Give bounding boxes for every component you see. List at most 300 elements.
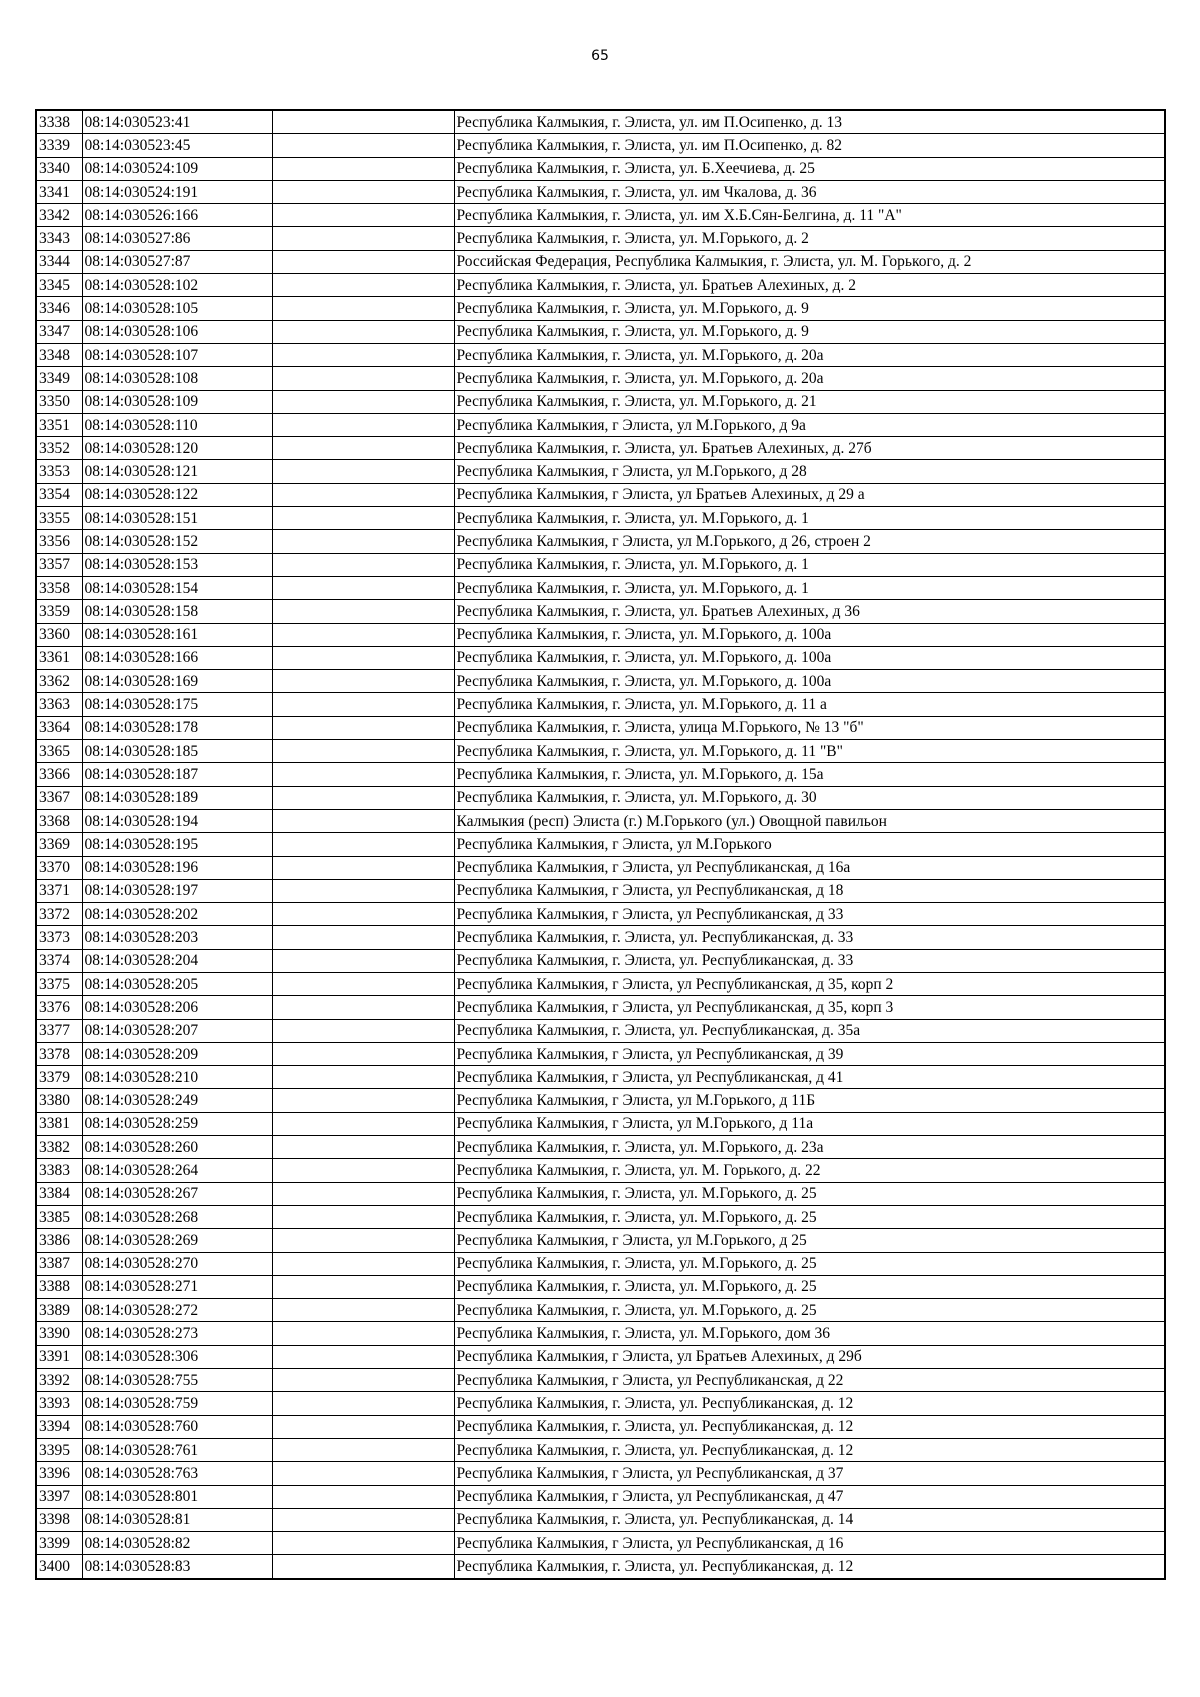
row-number-cell: 3338	[36, 110, 82, 134]
address-cell: Республика Калмыкия, г. Элиста, ул. Республиканская, д. 12	[454, 1392, 1165, 1415]
row-number-cell: 3356	[36, 530, 82, 553]
address-cell: Республика Калмыкия, г. Элиста, ул. Республиканская, д. 14	[454, 1508, 1165, 1531]
empty-cell	[272, 1322, 454, 1345]
table-row	[36, 903, 1165, 926]
empty-cell	[272, 1229, 454, 1252]
cadastral-number-cell: 08:14:030523:41	[82, 110, 272, 134]
address-cell: Российская Федерация, Республика Калмыкия, г. Элиста, ул. М. Горького, д. 2	[454, 250, 1165, 273]
address-cell: Республика Калмыкия, г. Элиста, ул. М.Горького, д. 15а	[454, 763, 1165, 786]
address-cell: Республика Калмыкия, г. Элиста, ул. М.Горького, д. 25	[454, 1299, 1165, 1322]
row-number-cell: 3361	[36, 646, 82, 669]
empty-cell	[272, 1042, 454, 1065]
cadastral-number-cell: 08:14:030528:154	[82, 576, 272, 599]
row-number-cell: 3344	[36, 250, 82, 273]
table-row	[36, 390, 1165, 413]
empty-cell	[272, 600, 454, 623]
row-number-cell: 3359	[36, 600, 82, 623]
cadastral-number-cell: 08:14:030528:760	[82, 1415, 272, 1438]
registry-table-body	[36, 110, 1165, 1579]
empty-cell	[272, 1392, 454, 1415]
empty-cell	[272, 1182, 454, 1205]
empty-cell	[272, 1532, 454, 1555]
table-row	[36, 320, 1165, 343]
table-row	[36, 786, 1165, 809]
address-cell: Республика Калмыкия, г. Элиста, улица М.Горького, № 13 "б"	[454, 716, 1165, 739]
address-cell: Республика Калмыкия, г. Элиста, ул. М.Горького, дом 36	[454, 1322, 1165, 1345]
table-row	[36, 716, 1165, 739]
table-row	[36, 110, 1165, 134]
table-row	[36, 1462, 1165, 1485]
table-row	[36, 1532, 1165, 1555]
address-cell: Республика Калмыкия, г. Элиста, ул. М.Горького, д. 25	[454, 1205, 1165, 1228]
empty-cell	[272, 250, 454, 273]
address-cell: Республика Калмыкия, г Элиста, ул Братьев Алехиных, д 29б	[454, 1345, 1165, 1368]
empty-cell	[272, 1369, 454, 1392]
row-number-cell: 3377	[36, 1019, 82, 1042]
row-number-cell: 3362	[36, 670, 82, 693]
empty-cell	[272, 297, 454, 320]
address-cell: Республика Калмыкия, г. Элиста, ул. М.Горького, д. 30	[454, 786, 1165, 809]
cadastral-number-cell: 08:14:030528:268	[82, 1205, 272, 1228]
table-row	[36, 460, 1165, 483]
table-row	[36, 1485, 1165, 1508]
row-number-cell: 3341	[36, 180, 82, 203]
empty-cell	[272, 693, 454, 716]
empty-cell	[272, 507, 454, 530]
row-number-cell: 3397	[36, 1485, 82, 1508]
empty-cell	[272, 926, 454, 949]
address-cell: Республика Калмыкия, г Элиста, ул Республиканская, д 35, корп 3	[454, 996, 1165, 1019]
table-row	[36, 1019, 1165, 1042]
cadastral-number-cell: 08:14:030528:158	[82, 600, 272, 623]
address-cell: Республика Калмыкия, г. Элиста, ул. М.Горького, д. 1	[454, 576, 1165, 599]
page-number: 65	[591, 48, 609, 64]
address-cell: Республика Калмыкия, г. Элиста, ул. им П.Осипенко, д. 13	[454, 110, 1165, 134]
empty-cell	[272, 670, 454, 693]
empty-cell	[272, 460, 454, 483]
address-cell: Республика Калмыкия, г. Элиста, ул. Республиканская, д. 12	[454, 1415, 1165, 1438]
row-number-cell: 3370	[36, 856, 82, 879]
table-row	[36, 1182, 1165, 1205]
row-number-cell: 3381	[36, 1112, 82, 1135]
empty-cell	[272, 1159, 454, 1182]
cadastral-number-cell: 08:14:030528:102	[82, 274, 272, 297]
row-number-cell: 3360	[36, 623, 82, 646]
address-cell: Республика Калмыкия, г. Элиста, ул. М.Горького, д. 100а	[454, 646, 1165, 669]
address-cell: Республика Калмыкия, г Элиста, ул Республиканская, д 47	[454, 1485, 1165, 1508]
empty-cell	[272, 833, 454, 856]
row-number-cell: 3347	[36, 320, 82, 343]
cadastral-number-cell: 08:14:030528:195	[82, 833, 272, 856]
row-number-cell: 3399	[36, 1532, 82, 1555]
table-row	[36, 879, 1165, 902]
row-number-cell: 3350	[36, 390, 82, 413]
address-cell: Республика Калмыкия, г Элиста, ул Республиканская, д 39	[454, 1042, 1165, 1065]
address-cell: Республика Калмыкия, г. Элиста, ул. М.Горького, д. 11 а	[454, 693, 1165, 716]
table-row	[36, 1112, 1165, 1135]
address-cell: Республика Калмыкия, г. Элиста, ул. М. Горького, д. 22	[454, 1159, 1165, 1182]
row-number-cell: 3371	[36, 879, 82, 902]
address-cell: Республика Калмыкия, г. Элиста, ул. М.Горького, д. 100а	[454, 623, 1165, 646]
row-number-cell: 3380	[36, 1089, 82, 1112]
empty-cell	[272, 343, 454, 366]
table-row	[36, 623, 1165, 646]
empty-cell	[272, 157, 454, 180]
table-row	[36, 507, 1165, 530]
empty-cell	[272, 204, 454, 227]
cadastral-number-cell: 08:14:030528:203	[82, 926, 272, 949]
row-number-cell: 3366	[36, 763, 82, 786]
table-row	[36, 483, 1165, 506]
empty-cell	[272, 786, 454, 809]
address-cell: Республика Калмыкия, г. Элиста, ул. Республиканская, д. 33	[454, 949, 1165, 972]
cadastral-number-cell: 08:14:030528:166	[82, 646, 272, 669]
row-number-cell: 3395	[36, 1438, 82, 1461]
row-number-cell: 3349	[36, 367, 82, 390]
empty-cell	[272, 437, 454, 460]
row-number-cell: 3355	[36, 507, 82, 530]
table-row	[36, 1299, 1165, 1322]
cadastral-number-cell: 08:14:030528:109	[82, 390, 272, 413]
cadastral-number-cell: 08:14:030528:249	[82, 1089, 272, 1112]
empty-cell	[272, 1345, 454, 1368]
address-cell: Республика Калмыкия, г. Элиста, ул. М.Горького, д. 11 "В"	[454, 740, 1165, 763]
row-number-cell: 3353	[36, 460, 82, 483]
empty-cell	[272, 1275, 454, 1298]
address-cell: Республика Калмыкия, г. Элиста, ул. М.Горького, д. 20а	[454, 367, 1165, 390]
address-cell: Республика Калмыкия, г. Элиста, ул. М.Горького, д. 25	[454, 1275, 1165, 1298]
table-row	[36, 763, 1165, 786]
empty-cell	[272, 740, 454, 763]
table-row	[36, 1322, 1165, 1345]
address-cell: Республика Калмыкия, г. Элиста, ул. М.Горького, д. 25	[454, 1182, 1165, 1205]
empty-cell	[272, 996, 454, 1019]
empty-cell	[272, 1089, 454, 1112]
table-row	[36, 646, 1165, 669]
table-row	[36, 740, 1165, 763]
address-cell: Республика Калмыкия, г. Элиста, ул. М.Горького, д. 20а	[454, 343, 1165, 366]
row-number-cell: 3346	[36, 297, 82, 320]
cadastral-number-cell: 08:14:030528:152	[82, 530, 272, 553]
cadastral-number-cell: 08:14:030526:166	[82, 204, 272, 227]
row-number-cell: 3374	[36, 949, 82, 972]
empty-cell	[272, 530, 454, 553]
cadastral-number-cell: 08:14:030528:259	[82, 1112, 272, 1135]
empty-cell	[272, 623, 454, 646]
address-cell: Республика Калмыкия, г Элиста, ул Республиканская, д 16	[454, 1532, 1165, 1555]
cadastral-number-cell: 08:14:030528:175	[82, 693, 272, 716]
table-row	[36, 926, 1165, 949]
table-row	[36, 1042, 1165, 1065]
empty-cell	[272, 180, 454, 203]
address-cell: Республика Калмыкия, г Элиста, ул Республиканская, д 37	[454, 1462, 1165, 1485]
empty-cell	[272, 1438, 454, 1461]
row-number-cell: 3396	[36, 1462, 82, 1485]
cadastral-number-cell: 08:14:030528:761	[82, 1438, 272, 1461]
row-number-cell: 3384	[36, 1182, 82, 1205]
cadastral-number-cell: 08:14:030528:161	[82, 623, 272, 646]
cadastral-number-cell: 08:14:030528:185	[82, 740, 272, 763]
table-row	[36, 1252, 1165, 1275]
address-cell: Республика Калмыкия, г. Элиста, ул. Республиканская, д. 33	[454, 926, 1165, 949]
row-number-cell: 3376	[36, 996, 82, 1019]
row-number-cell: 3373	[36, 926, 82, 949]
cadastral-number-cell: 08:14:030528:205	[82, 972, 272, 995]
table-row	[36, 343, 1165, 366]
row-number-cell: 3368	[36, 809, 82, 832]
empty-cell	[272, 809, 454, 832]
empty-cell	[272, 903, 454, 926]
cadastral-number-cell: 08:14:030528:759	[82, 1392, 272, 1415]
address-cell: Республика Калмыкия, г Элиста, ул Братьев Алехиных, д 29 а	[454, 483, 1165, 506]
address-cell: Республика Калмыкия, г Элиста, ул М.Горького, д 28	[454, 460, 1165, 483]
table-row	[36, 437, 1165, 460]
cadastral-number-cell: 08:14:030528:81	[82, 1508, 272, 1531]
row-number-cell: 3375	[36, 972, 82, 995]
row-number-cell: 3369	[36, 833, 82, 856]
empty-cell	[272, 1019, 454, 1042]
cadastral-number-cell: 08:14:030527:86	[82, 227, 272, 250]
cadastral-number-cell: 08:14:030528:169	[82, 670, 272, 693]
address-cell: Республика Калмыкия, г Элиста, ул Республиканская, д 33	[454, 903, 1165, 926]
table-row	[36, 1369, 1165, 1392]
row-number-cell: 3392	[36, 1369, 82, 1392]
row-number-cell: 3379	[36, 1066, 82, 1089]
row-number-cell: 3387	[36, 1252, 82, 1275]
address-cell: Республика Калмыкия, г. Элиста, ул. М.Горького, д. 100а	[454, 670, 1165, 693]
row-number-cell: 3389	[36, 1299, 82, 1322]
cadastral-number-cell: 08:14:030528:107	[82, 343, 272, 366]
table-row	[36, 972, 1165, 995]
empty-cell	[272, 716, 454, 739]
table-row	[36, 1345, 1165, 1368]
cadastral-number-cell: 08:14:030528:178	[82, 716, 272, 739]
table-row	[36, 204, 1165, 227]
cadastral-number-cell: 08:14:030528:755	[82, 1369, 272, 1392]
empty-cell	[272, 110, 454, 134]
cadastral-number-cell: 08:14:030528:121	[82, 460, 272, 483]
empty-cell	[272, 1415, 454, 1438]
cadastral-number-cell: 08:14:030528:197	[82, 879, 272, 902]
address-cell: Республика Калмыкия, г. Элиста, ул. М.Горького, д. 21	[454, 390, 1165, 413]
cadastral-number-cell: 08:14:030528:763	[82, 1462, 272, 1485]
address-cell: Республика Калмыкия, г. Элиста, ул. М.Горького, д. 9	[454, 320, 1165, 343]
address-cell: Республика Калмыкия, г Элиста, ул Республиканская, д 16а	[454, 856, 1165, 879]
cadastral-number-cell: 08:14:030528:196	[82, 856, 272, 879]
table-row	[36, 1275, 1165, 1298]
address-cell: Республика Калмыкия, г. Элиста, ул. им Х.Б.Сян-Белгина, д. 11 "А"	[454, 204, 1165, 227]
row-number-cell: 3363	[36, 693, 82, 716]
address-cell: Республика Калмыкия, г Элиста, ул Республиканская, д 41	[454, 1066, 1165, 1089]
table-row	[36, 1392, 1165, 1415]
address-cell: Республика Калмыкия, г Элиста, ул М.Горького	[454, 833, 1165, 856]
address-cell: Республика Калмыкия, г Элиста, ул М.Горького, д 9а	[454, 413, 1165, 436]
table-row	[36, 856, 1165, 879]
empty-cell	[272, 390, 454, 413]
cadastral-number-cell: 08:14:030528:153	[82, 553, 272, 576]
address-cell: Республика Калмыкия, г Элиста, ул Республиканская, д 35, корп 2	[454, 972, 1165, 995]
cadastral-number-cell: 08:14:030524:191	[82, 180, 272, 203]
table-row	[36, 367, 1165, 390]
cadastral-number-cell: 08:14:030528:105	[82, 297, 272, 320]
cadastral-number-cell: 08:14:030528:120	[82, 437, 272, 460]
empty-cell	[272, 367, 454, 390]
table-row	[36, 693, 1165, 716]
cadastral-number-cell: 08:14:030528:151	[82, 507, 272, 530]
table-row	[36, 553, 1165, 576]
row-number-cell: 3340	[36, 157, 82, 180]
cadastral-number-cell: 08:14:030528:106	[82, 320, 272, 343]
address-cell: Республика Калмыкия, г Элиста, ул М.Горького, д 11Б	[454, 1089, 1165, 1112]
row-number-cell: 3385	[36, 1205, 82, 1228]
row-number-cell: 3343	[36, 227, 82, 250]
table-row	[36, 530, 1165, 553]
cadastral-number-cell: 08:14:030528:270	[82, 1252, 272, 1275]
table-row	[36, 600, 1165, 623]
empty-cell	[272, 763, 454, 786]
table-row	[36, 1136, 1165, 1159]
address-cell: Республика Калмыкия, г Элиста, ул Республиканская, д 22	[454, 1369, 1165, 1392]
row-number-cell: 3342	[36, 204, 82, 227]
empty-cell	[272, 1508, 454, 1531]
row-number-cell: 3364	[36, 716, 82, 739]
empty-cell	[272, 320, 454, 343]
row-number-cell: 3383	[36, 1159, 82, 1182]
empty-cell	[272, 1066, 454, 1089]
address-cell: Республика Калмыкия, г. Элиста, ул. М.Горького, д. 9	[454, 297, 1165, 320]
row-number-cell: 3394	[36, 1415, 82, 1438]
empty-cell	[272, 1136, 454, 1159]
cadastral-number-cell: 08:14:030524:109	[82, 157, 272, 180]
address-cell: Республика Калмыкия, г Элиста, ул М.Горького, д 11а	[454, 1112, 1165, 1135]
cadastral-number-cell: 08:14:030528:204	[82, 949, 272, 972]
cadastral-number-cell: 08:14:030528:122	[82, 483, 272, 506]
table-row	[36, 1415, 1165, 1438]
row-number-cell: 3386	[36, 1229, 82, 1252]
empty-cell	[272, 949, 454, 972]
table-row	[36, 227, 1165, 250]
empty-cell	[272, 413, 454, 436]
row-number-cell: 3354	[36, 483, 82, 506]
empty-cell	[272, 553, 454, 576]
empty-cell	[272, 1252, 454, 1275]
row-number-cell: 3358	[36, 576, 82, 599]
row-number-cell: 3390	[36, 1322, 82, 1345]
table-row	[36, 1066, 1165, 1089]
row-number-cell: 3382	[36, 1136, 82, 1159]
empty-cell	[272, 134, 454, 157]
cadastral-number-cell: 08:14:030528:264	[82, 1159, 272, 1182]
cadastral-number-cell: 08:14:030528:82	[82, 1532, 272, 1555]
empty-cell	[272, 576, 454, 599]
table-row	[36, 1205, 1165, 1228]
address-cell: Республика Калмыкия, г. Элиста, ул. М.Горького, д. 1	[454, 553, 1165, 576]
table-row	[36, 949, 1165, 972]
empty-cell	[272, 1555, 454, 1579]
table-row	[36, 809, 1165, 832]
empty-cell	[272, 972, 454, 995]
address-cell: Республика Калмыкия, г. Элиста, ул. Б.Хеечиева, д. 25	[454, 157, 1165, 180]
empty-cell	[272, 483, 454, 506]
address-cell: Республика Калмыкия, г Элиста, ул М.Горького, д 25	[454, 1229, 1165, 1252]
cadastral-number-cell: 08:14:030528:206	[82, 996, 272, 1019]
cadastral-number-cell: 08:14:030528:267	[82, 1182, 272, 1205]
table-row	[36, 1438, 1165, 1461]
cadastral-number-cell: 08:14:030528:271	[82, 1275, 272, 1298]
row-number-cell: 3367	[36, 786, 82, 809]
row-number-cell: 3400	[36, 1555, 82, 1579]
empty-cell	[272, 1205, 454, 1228]
empty-cell	[272, 1462, 454, 1485]
empty-cell	[272, 227, 454, 250]
row-number-cell: 3398	[36, 1508, 82, 1531]
address-cell: Республика Калмыкия, г. Элиста, ул. Республиканская, д. 12	[454, 1438, 1165, 1461]
cadastral-number-cell: 08:14:030528:207	[82, 1019, 272, 1042]
cadastral-number-cell: 08:14:030527:87	[82, 250, 272, 273]
address-cell: Республика Калмыкия, г. Элиста, ул. им Чкалова, д. 36	[454, 180, 1165, 203]
address-cell: Республика Калмыкия, г. Элиста, ул. Братьев Алехиных, д. 27б	[454, 437, 1165, 460]
row-number-cell: 3378	[36, 1042, 82, 1065]
cadastral-number-cell: 08:14:030528:108	[82, 367, 272, 390]
cadastral-number-cell: 08:14:030528:273	[82, 1322, 272, 1345]
row-number-cell: 3393	[36, 1392, 82, 1415]
cadastral-number-cell: 08:14:030528:272	[82, 1299, 272, 1322]
cadastral-registry-table	[35, 109, 1166, 1580]
cadastral-number-cell: 08:14:030528:269	[82, 1229, 272, 1252]
table-row	[36, 180, 1165, 203]
cadastral-number-cell: 08:14:030528:202	[82, 903, 272, 926]
table-row	[36, 996, 1165, 1019]
cadastral-number-cell: 08:14:030528:209	[82, 1042, 272, 1065]
address-cell: Республика Калмыкия, г. Элиста, ул. Республиканская, д. 12	[454, 1555, 1165, 1579]
row-number-cell: 3357	[36, 553, 82, 576]
table-row	[36, 833, 1165, 856]
table-row	[36, 1159, 1165, 1182]
row-number-cell: 3352	[36, 437, 82, 460]
row-number-cell: 3388	[36, 1275, 82, 1298]
empty-cell	[272, 856, 454, 879]
table-row	[36, 413, 1165, 436]
address-cell: Республика Калмыкия, г. Элиста, ул. М.Горького, д. 23а	[454, 1136, 1165, 1159]
address-cell: Республика Калмыкия, г. Элиста, ул. М.Горького, д. 2	[454, 227, 1165, 250]
empty-cell	[272, 274, 454, 297]
empty-cell	[272, 1112, 454, 1135]
cadastral-number-cell: 08:14:030528:189	[82, 786, 272, 809]
table-row	[36, 1089, 1165, 1112]
cadastral-number-cell: 08:14:030528:110	[82, 413, 272, 436]
cadastral-number-cell: 08:14:030528:83	[82, 1555, 272, 1579]
cadastral-number-cell: 08:14:030528:306	[82, 1345, 272, 1368]
cadastral-number-cell: 08:14:030528:187	[82, 763, 272, 786]
empty-cell	[272, 879, 454, 902]
table-row	[36, 297, 1165, 320]
cadastral-number-cell: 08:14:030528:801	[82, 1485, 272, 1508]
address-cell: Республика Калмыкия, г. Элиста, ул. Братьев Алехиных, д. 2	[454, 274, 1165, 297]
table-row	[36, 1555, 1165, 1579]
address-cell: Республика Калмыкия, г. Элиста, ул. М.Горького, д. 1	[454, 507, 1165, 530]
table-row	[36, 670, 1165, 693]
table-row	[36, 157, 1165, 180]
address-cell: Республика Калмыкия, г. Элиста, ул. Республиканская, д. 35а	[454, 1019, 1165, 1042]
empty-cell	[272, 1299, 454, 1322]
row-number-cell: 3391	[36, 1345, 82, 1368]
table-row	[36, 1229, 1165, 1252]
row-number-cell: 3365	[36, 740, 82, 763]
empty-cell	[272, 646, 454, 669]
table-row	[36, 134, 1165, 157]
cadastral-number-cell: 08:14:030523:45	[82, 134, 272, 157]
table-row	[36, 576, 1165, 599]
